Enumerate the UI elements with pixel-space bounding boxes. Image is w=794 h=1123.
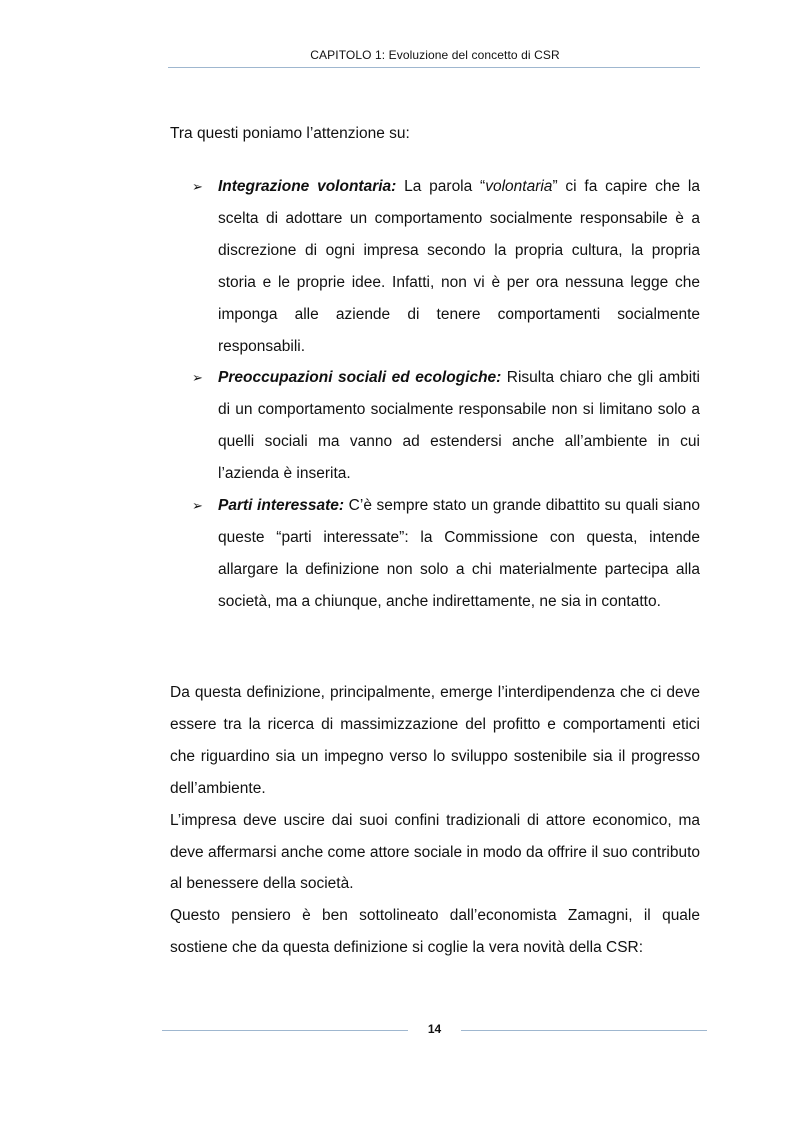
bullet-title: Preoccupazioni sociali ed ecologiche: <box>218 369 502 387</box>
bullet-text: ” ci fa capire che la scelta di adottare un comportamento socialmente responsabile è a discrezione di ogni impresa secondo la propria cultura, la propria storia e le proprie idee. Infatti, non vi è per ora nessuna legge che imponga alle aziende di tenere comportamenti socialmente responsabili. <box>218 178 700 355</box>
bullet-title: Integrazione volontaria: <box>218 178 397 195</box>
bullet-text: La parola “ <box>396 178 486 195</box>
page-number: 14 <box>427 1022 442 1036</box>
arrowhead-bullet-icon: ➢ <box>192 370 203 386</box>
body-paragraph-2: L’impresa deve uscire dai suoi confini tradizionali di attore economico, ma deve affermarsi anche come attore sociale in modo da offrire il suo contributo al benessere della società. <box>170 811 700 893</box>
arrowhead-bullet-icon: ➢ <box>192 179 203 194</box>
bullet-text: C’è sempre stato un grande dibattito su quali siano queste “parti interessate”: la Commissione con questa, intende allargare la definizione non solo a chi materialmente partecipa alla società, ma a chiunque, anche indirettamente, ne sia in contatto. <box>218 497 700 610</box>
bullet-list <box>190 171 700 618</box>
body-paragraph-3: Questo pensiero è ben sottolineato dall’economista Zamagni, il quale sostiene che da questa definizione si coglie la vera novità della CSR: <box>170 907 700 957</box>
footer-divider-right <box>461 1030 707 1031</box>
intro-sentence: Tra questi poniamo l’attenzione su: <box>170 125 410 142</box>
footer-divider-left <box>162 1030 408 1031</box>
header-divider <box>168 67 700 68</box>
bullet-item-parti-interessate <box>190 490 700 618</box>
bullet-item-integrazione-volontaria <box>190 171 700 362</box>
bullet-text: Risulta chiaro che gli ambiti di un comportamento socialmente responsabile non si limitano solo a quelli sociali ma vanno ad estendersi anche all’ambiente in cui l’azienda è inserita. <box>218 369 700 483</box>
running-header: CAPITOLO 1: Evoluzione del concetto di CSR <box>310 48 560 62</box>
bullet-emphasis: volontaria <box>485 178 553 195</box>
bullet-item-preoccupazioni-sociali <box>190 362 700 490</box>
body-text <box>170 677 700 964</box>
body-paragraph-1: Da questa definizione, principalmente, emerge l’interdipendenza che ci deve essere tra la ricerca di massimizzazione del profitto e comportamenti etici che riguardino sia un impegno verso lo sviluppo sostenibile sia il progresso dell’ambiente. <box>170 684 700 797</box>
bullet-title: Parti interessate: <box>218 497 345 515</box>
arrowhead-bullet-icon: ➢ <box>192 498 203 514</box>
